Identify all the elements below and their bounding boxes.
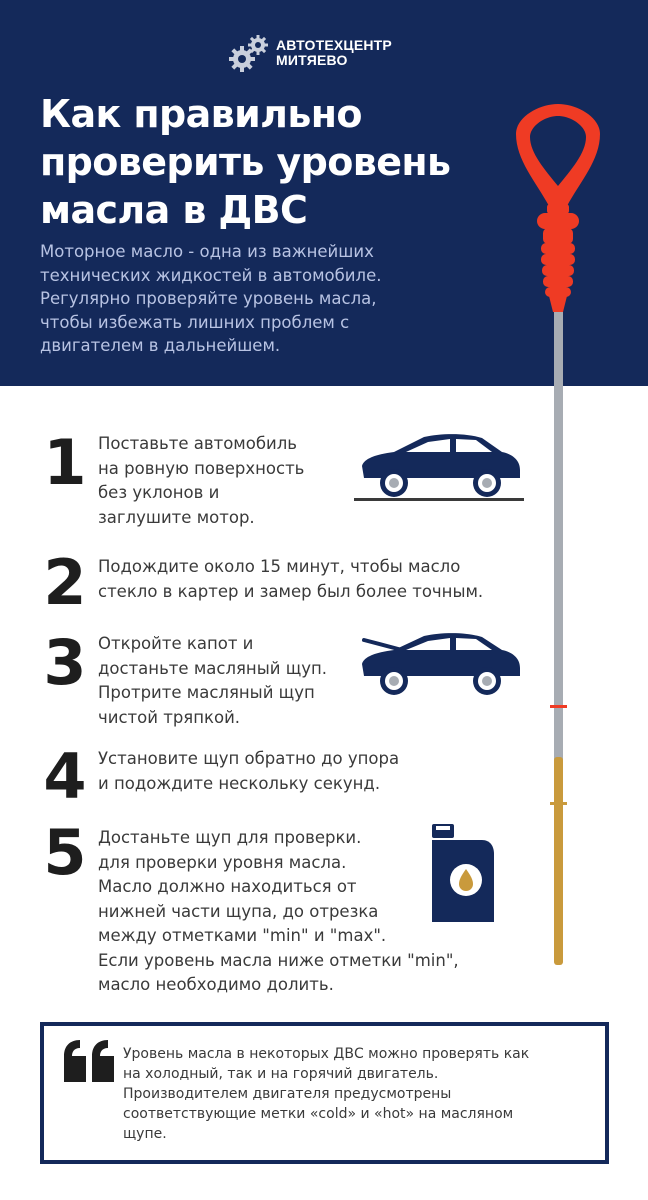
dipstick-rod: [554, 270, 563, 760]
title-line: проверить уровень: [40, 140, 451, 184]
intro-line: Регулярно проверяйте уровень масла,: [40, 289, 377, 308]
step-number: 2: [43, 546, 87, 619]
step-line: Достаньте щуп для проверки.: [98, 828, 362, 847]
step-line: Если уровень масла ниже отметки "min",: [98, 950, 459, 970]
intro-line: двигателем в дальнейшем.: [40, 336, 281, 355]
quote-icon: [62, 1038, 118, 1086]
brand-name-line1: АВТОТЕХЦЕНТР: [276, 37, 392, 53]
step-line: между отметками "min" и "max".: [98, 926, 387, 945]
step-line: масло необходимо долить.: [98, 975, 334, 994]
note-text: [123, 1044, 593, 1144]
step-line: Масло должно находиться от: [98, 877, 357, 896]
step-line: чистой тряпкой.: [98, 707, 241, 727]
step-line: Откройте капот и: [98, 634, 254, 653]
note-line: на холодный, так и на горячий двигатель.: [123, 1066, 439, 1082]
note-line: соответствующие метки «cold» и «hot» на масляном: [123, 1106, 514, 1122]
step-text: [98, 747, 399, 796]
dipstick-handle: [516, 104, 600, 312]
dipstick-oil-section: [554, 757, 563, 965]
step-line: нижней части щупа, до отрезка: [98, 901, 379, 921]
step-line: Подождите около 15 минут, чтобы масло: [98, 557, 461, 576]
step-line: Поставьте автомобиль: [98, 434, 298, 453]
dipstick-min-mark: [550, 802, 567, 805]
car-open-hood-icon: [358, 630, 524, 700]
oil-canister-icon: [428, 824, 498, 924]
step-text: [98, 826, 459, 998]
step-text: [98, 555, 483, 604]
intro-line: технических жидкостей в автомобиле.: [40, 265, 382, 285]
step-number: 3: [43, 626, 87, 699]
title-line: масла в ДВС: [40, 188, 308, 232]
step-line: и подождите нескольку секунд.: [98, 773, 381, 793]
step-line: Установите щуп обратно до упора: [98, 749, 400, 768]
step-line: Протрите масляный щуп: [98, 683, 315, 702]
step-line: на ровную поверхность: [98, 458, 305, 478]
step-text: [98, 432, 304, 530]
step-line: без уклонов и: [98, 483, 220, 502]
dipstick-max-mark: [550, 705, 567, 708]
step-line: стекло в картер и замер был более точным.: [98, 581, 484, 601]
step-number: 5: [43, 816, 87, 889]
note-line: Производителем двигателя предусмотрены: [123, 1086, 452, 1102]
step-line: достаньте масляный щуп.: [98, 658, 328, 678]
title-line: Как правильно: [40, 92, 362, 136]
note-box: [40, 1022, 609, 1164]
step-text: [98, 632, 327, 730]
step-number: 4: [43, 740, 87, 813]
brand-name-line2: МИТЯЕВО: [276, 52, 348, 68]
intro-line: чтобы избежать лишних проблем с: [40, 312, 350, 332]
note-line: щупе.: [123, 1126, 167, 1142]
car-icon: [354, 430, 524, 504]
note-line: Уровень масла в некоторых ДВС можно проверять как: [123, 1046, 530, 1062]
step-number: 1: [43, 426, 87, 499]
step-line: для проверки уровня масла.: [98, 852, 347, 872]
step-line: заглушите мотор.: [98, 507, 255, 527]
intro-line: Моторное масло - одна из важнейших: [40, 242, 374, 261]
